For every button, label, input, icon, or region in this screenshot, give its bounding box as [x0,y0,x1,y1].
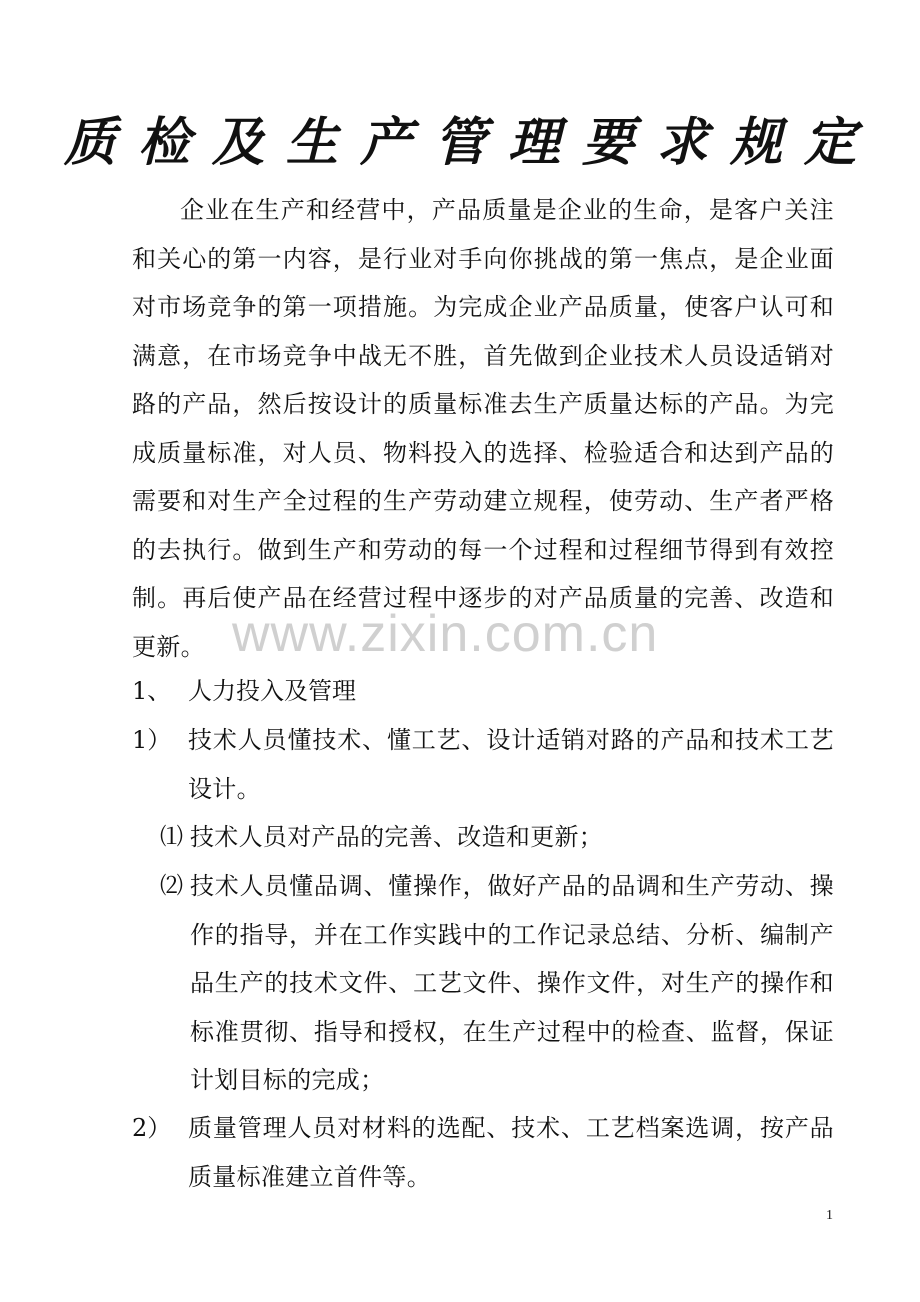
item-number: 2） [132,1114,172,1142]
watermark: www.zixin.com.cn [232,605,659,663]
sub-item-text: 技术人员懂品调、懂操作，做好产品的品调和生产劳动、操作的指导，并在工作实践中的工作记录总结、分析、编制产品生产的技术文件、工艺文件、操作文件，对生产的操作和标准贯彻、指导和授权，在生产过程中的检查、监督，保证计划目标的完成； [190,872,834,1094]
sub-item-text: 技术人员对产品的完善、改造和更新； [190,823,604,851]
intro-paragraph: 企业在生产和经营中，产品质量是企业的生命，是客户关注和关心的第一内容，是行业对手向你挑战的第一焦点，是企业面对市场竞争的第一项措施。为完成企业产品质量，使客户认可和满意，在市场竞争中战无不胜，首先做到企业技术人员设适销对路的产品，然后按设计的质量标准去生产质量达标的产品。为完成质量标准，对人员、物料投入的选择、检验适合和达到产品的需要和对生产全过程的生产劳动建立规程，使劳动、生产者严格的去执行。做到生产和劳动的每一个过程和过程细节得到有效控制。再后使产品在经营过程中逐步的对产品质量的完善、改造和更新。 [132,196,834,661]
item-text: 技术人员懂技术、懂工艺、设计适销对路的产品和技术工艺设计。 [188,726,834,803]
item-text: 质量管理人员对材料的选配、技术、工艺档案选调，按产品质量标准建立首件等。 [188,1114,834,1191]
page-number: 1 [826,1208,833,1223]
section-number: 1、 [132,677,172,705]
sub-item-number: ⑵ [160,873,183,899]
document-title: 质检及生产管理要求规定 [63,113,878,173]
section-heading: 人力投入及管理 [188,677,356,705]
sub-item-number: ⑴ [160,824,183,850]
item-number: 1） [132,726,172,754]
